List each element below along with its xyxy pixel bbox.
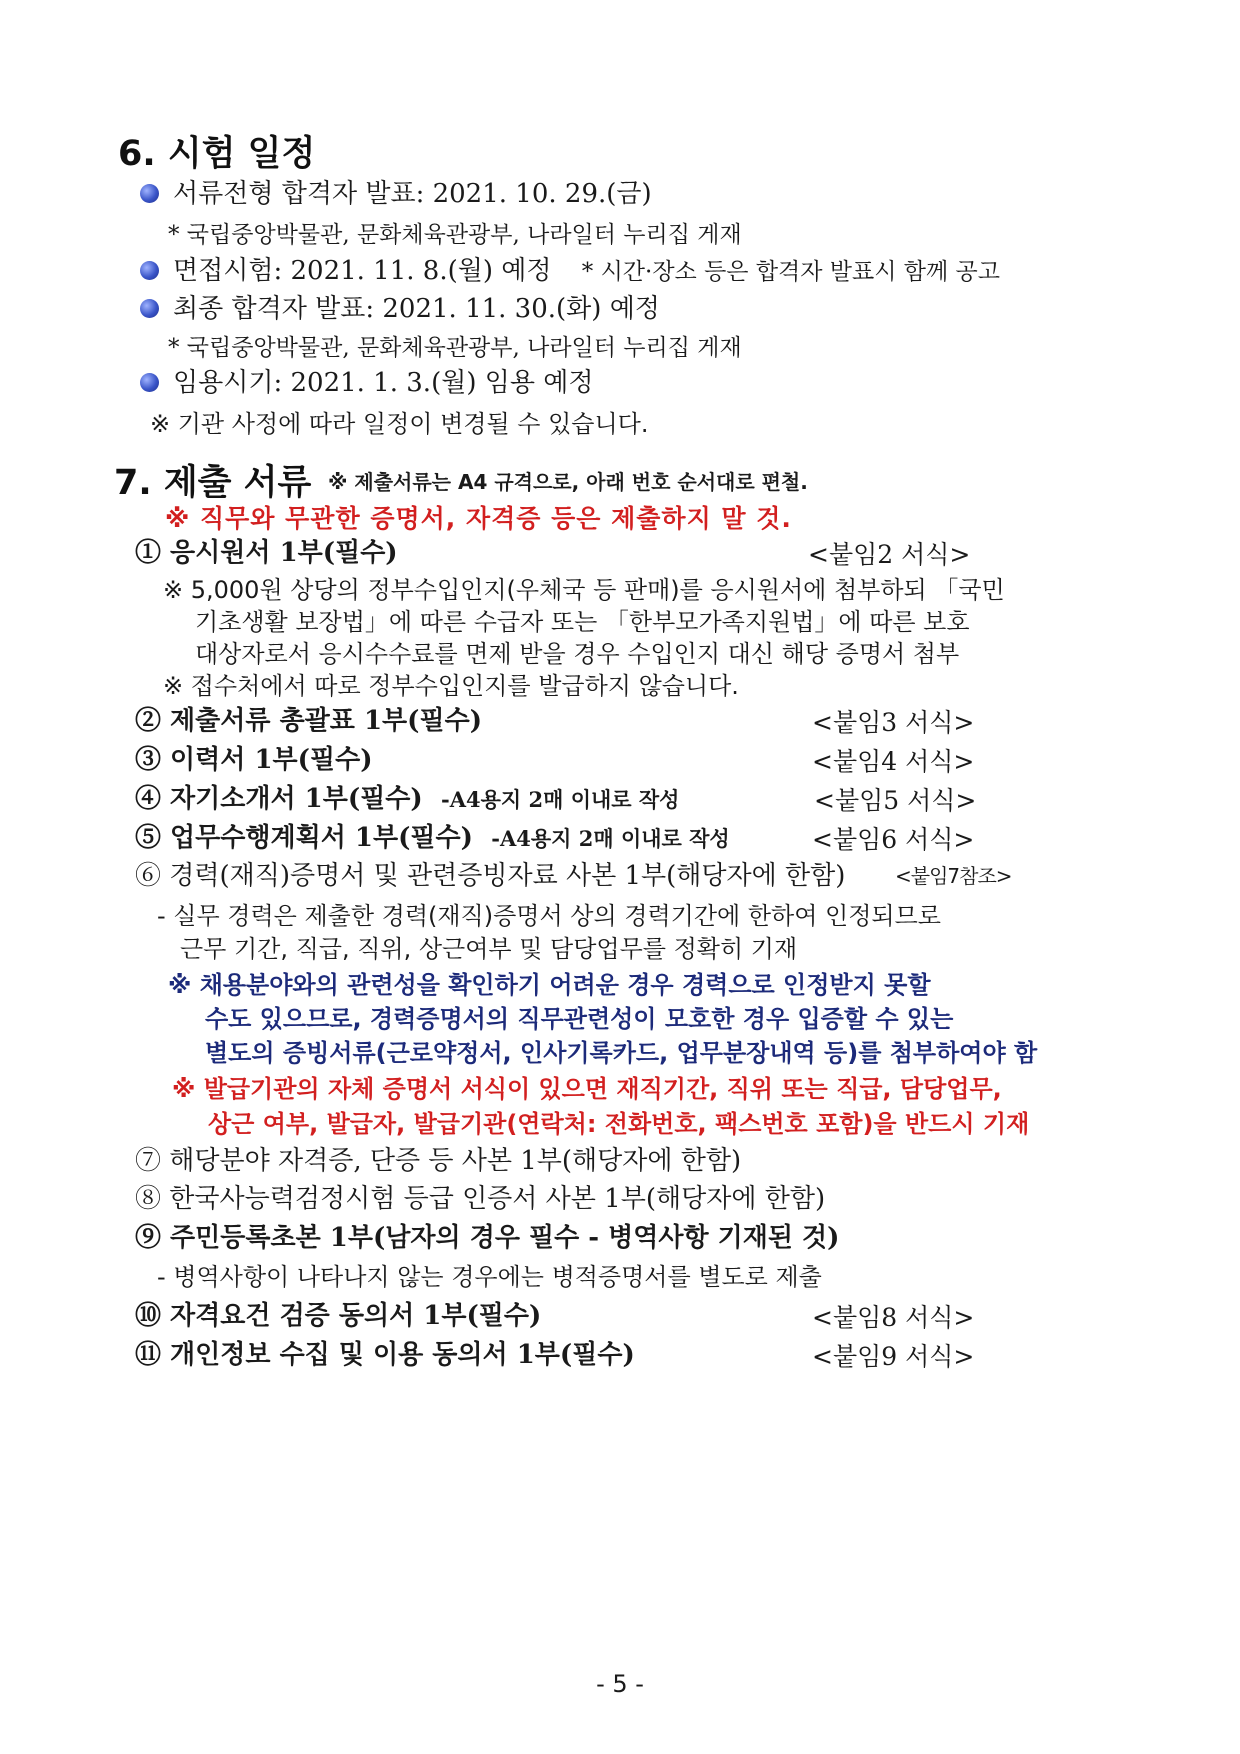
section7-warning: ※ 직무와 무관한 증명서, 자격증 등은 제출하지 말 것.	[165, 504, 792, 533]
bullet-icon	[140, 299, 159, 318]
doc-item-5: ⑤ 업무수행계획서 1부(필수) -A4용지 2매 이내로 작성	[135, 823, 730, 853]
doc-ref-5: <붙임6 서식>	[812, 825, 975, 854]
doc1-note: 대상자로서 응시수수료를 면제 받을 경우 수입인지 대신 해당 증명서 첨부	[195, 640, 960, 668]
doc-ref-11: <붙임9 서식>	[812, 1342, 975, 1371]
bullet-icon	[140, 184, 159, 203]
section6-title: 6. 시험 일정	[118, 134, 316, 174]
bullet-icon	[140, 373, 159, 392]
doc-ref-3: <붙임4 서식>	[812, 747, 975, 776]
doc-item-2: ② 제출서류 총괄표 1부(필수)	[135, 706, 483, 736]
doc6-note: - 실무 경력은 제출한 경력(재직)증명서 상의 경력기간에 한하여 인정되므로	[157, 902, 941, 930]
doc-item-6: ⑥ 경력(재직)증명서 및 관련증빙자료 사본 1부(해당자에 한함)	[135, 861, 846, 891]
page-number: - 5 -	[596, 1670, 644, 1698]
doc-item-9: ⑨ 주민등록초본 1부(남자의 경우 필수 - 병역사항 기재된 것)	[135, 1223, 840, 1253]
doc-ref-4: <붙임5 서식>	[814, 786, 977, 815]
doc6-note: 근무 기간, 직급, 직위, 상근여부 및 담당업무를 정확히 기재	[180, 935, 798, 963]
doc6-blue-note: ※ 채용분야와의 관련성을 확인하기 어려운 경우 경력으로 인정받지 못할	[168, 971, 931, 999]
doc6-red-note: 상근 여부, 발급자, 발급기관(연락처: 전화번호, 팩스번호 포함)을 반드시 기재	[208, 1110, 1030, 1138]
doc1-note: 기초생활 보장법」에 따른 수급자 또는 「한부모가족지원법」에 따른 보호	[195, 608, 970, 636]
schedule-item: 면접시험: 2021. 11. 8.(월) 예정 * 시간·장소 등은 합격자 발표시 함께 공고	[140, 250, 1000, 287]
doc-item-1: ① 응시원서 1부(필수)	[135, 538, 398, 568]
doc-ref-6: <붙임7참조>	[895, 864, 1012, 888]
doc-item-7: ⑦ 해당분야 자격증, 단증 등 사본 1부(해당자에 한함)	[135, 1146, 742, 1176]
doc-ref-2: <붙임3 서식>	[812, 708, 975, 737]
doc9-note: - 병역사항이 나타나지 않는 경우에는 병적증명서를 별도로 제출	[157, 1263, 822, 1291]
schedule-note: * 국립중앙박물관, 문화체육관광부, 나라일터 누리집 게재	[168, 222, 742, 248]
schedule-item: 임용시기: 2021. 1. 3.(월) 임용 예정	[140, 362, 593, 399]
schedule-note: * 국립중앙박물관, 문화체육관광부, 나라일터 누리집 게재	[168, 335, 742, 361]
doc-item-8: ⑧ 한국사능력검정시험 등급 인증서 사본 1부(해당자에 한함)	[135, 1184, 826, 1214]
section7-title-note: ※ 제출서류는 A4 규격으로, 아래 번호 순서대로 편철.	[328, 470, 808, 494]
doc-item-10: ⑩ 자격요건 검증 동의서 1부(필수)	[135, 1301, 542, 1331]
section7-title: 7. 제출 서류	[114, 463, 312, 503]
bullet-icon	[140, 261, 159, 280]
doc6-red-note: ※ 발급기관의 자체 증명서 서식이 있으면 재직기간, 직위 또는 직급, 담당업무,	[172, 1075, 1002, 1103]
doc-item-11: ⑪ 개인정보 수집 및 이용 동의서 1부(필수)	[135, 1340, 635, 1370]
doc-ref-1: <붙임2 서식>	[808, 540, 971, 569]
doc6-blue-note: 별도의 증빙서류(근로약정서, 인사기록카드, 업무분장내역 등)를 첨부하여야 함	[205, 1039, 1038, 1067]
doc-item-3: ③ 이력서 1부(필수)	[135, 745, 373, 775]
doc6-blue-note: 수도 있으므로, 경력증명서의 직무관련성이 모호한 경우 입증할 수 있는	[205, 1005, 954, 1033]
doc1-note: ※ 5,000원 상당의 정부수입인지(우체국 등 판매)를 응시원서에 첨부하되 「국민	[163, 576, 1005, 604]
doc1-note: ※ 접수처에서 따로 정부수입인지를 발급하지 않습니다.	[163, 672, 739, 700]
schedule-disclaimer: ※ 기관 사정에 따라 일정이 변경될 수 있습니다.	[150, 410, 649, 438]
schedule-item: 서류전형 합격자 발표: 2021. 10. 29.(금)	[140, 173, 652, 210]
schedule-inline-note: * 시간·장소 등은 합격자 발표시 함께 공고	[581, 259, 1000, 285]
doc-ref-10: <붙임8 서식>	[812, 1303, 975, 1332]
schedule-item: 최종 합격자 발표: 2021. 11. 30.(화) 예정	[140, 288, 660, 325]
doc-item-4: ④ 자기소개서 1부(필수) -A4용지 2매 이내로 작성	[135, 784, 680, 814]
